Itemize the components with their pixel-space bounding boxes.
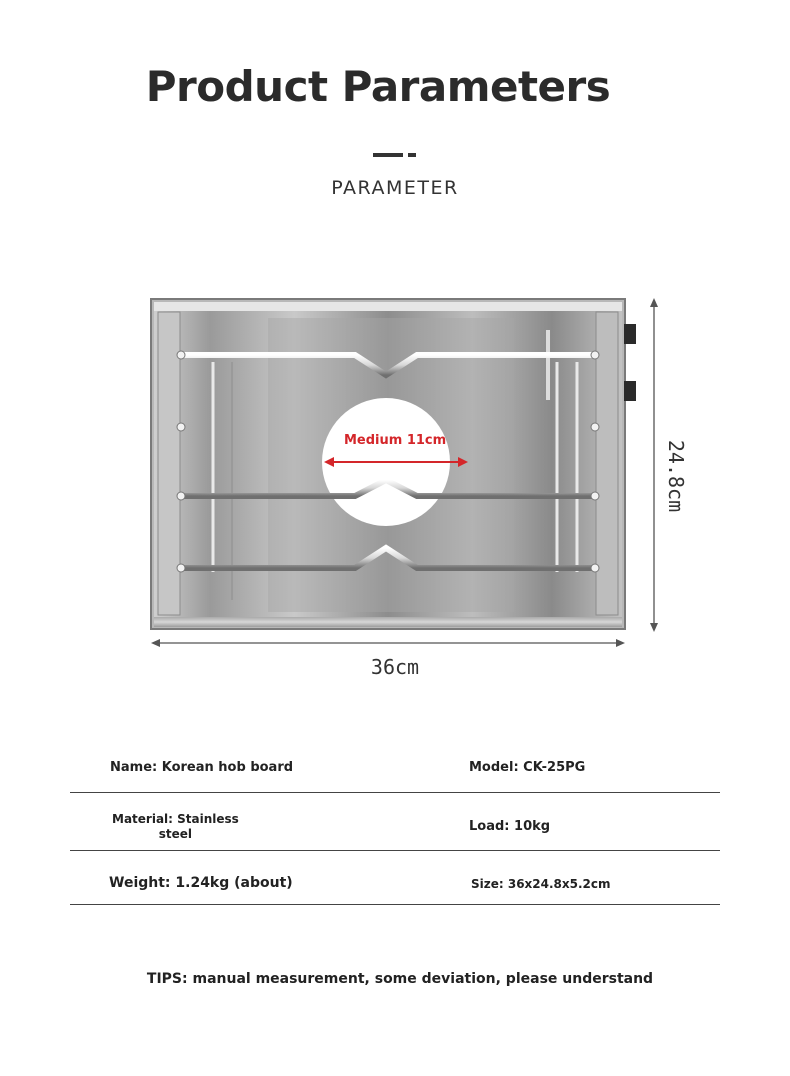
height-dimension-arrow <box>650 298 658 632</box>
spec-size: Size: 36x24.8x5.2cm <box>471 877 611 891</box>
spec-material-line1: Material: Stainless <box>112 812 239 826</box>
spec-model: Model: CK-25PG <box>469 760 586 775</box>
section-subtitle: PARAMETER <box>331 177 459 199</box>
width-label: 36cm <box>370 655 420 679</box>
table-divider <box>70 904 720 905</box>
spec-material-line2: steel <box>158 827 193 841</box>
spec-weight: Weight: 1.24kg (about) <box>109 875 293 891</box>
width-dimension-arrow <box>151 639 625 647</box>
table-divider <box>70 792 720 793</box>
spec-material <box>112 812 239 842</box>
hole-size-label: Medium 11cm <box>344 433 447 448</box>
height-label: 24.8cm <box>664 439 688 513</box>
table-divider <box>70 850 720 851</box>
page-title: Product Parameters <box>145 62 611 111</box>
spec-name: Name: Korean hob board <box>110 760 294 775</box>
tips-note: TIPS: manual measurement, some deviation, please understand <box>146 971 654 987</box>
spec-load: Load: 10kg <box>469 819 551 834</box>
